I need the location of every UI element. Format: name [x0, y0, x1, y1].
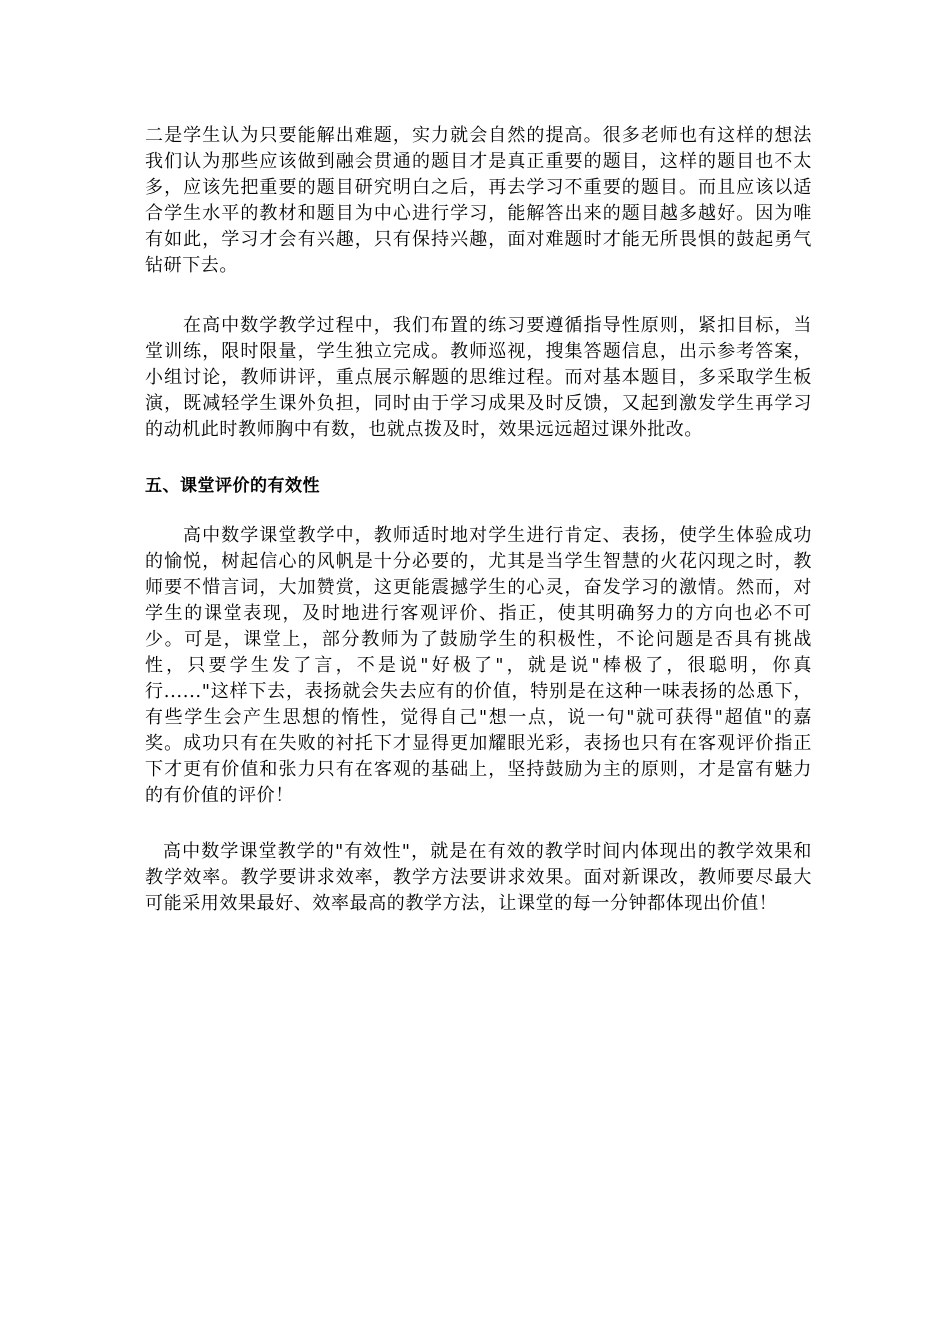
document-body [145, 123, 812, 917]
paragraph-classroom-evaluation: 高中数学课堂教学中，教师适时地对学生进行肯定、表扬，使学生体验成功的愉悦，树起信心的风帆是十分必要的，尤其是当学生智慧的火花闪现之时，教师要不惜言词，大加赞赏，这更能震撼学生的心灵，奋发学习的激情。然而，对学生的课堂表现，及时地进行客观评价、指正，使其明确努力的方向也必不可少。可是，课堂上，部分教师为了鼓励学生的积极性，不论问题是否具有挑战性，只要学生发了言，不是说"好极了"，就是说"棒极了，很聪明，你真行......"这样下去，表扬就会失去应有的价值，特别是在这种一味表扬的怂恿下，有些学生会产生思想的惰性，觉得自己"想一点，说一句"就可获得"超值"的嘉奖。成功只有在失败的衬托下才显得更加耀眼光彩，表扬也只有在客观评价指正下才更有价值和张力只有在客观的基础上，坚持鼓励为主的原则，才是富有魅力的有价值的评价！ [145, 525, 812, 806]
section-heading-evaluation: 五、课堂评价的有效性 [145, 476, 320, 496]
paragraph-effectiveness-conclusion: 高中数学课堂教学的"有效性"，就是在有效的教学时间内体现出的教学效果和教学效率。教学要讲求效率，教学方法要讲求效果。面对新课改，教师要尽最大可能采用效果最好、效率最高的教学方法，让课堂的每一分钟都体现出价值！ [145, 841, 812, 914]
paragraph-practice-principles: 在高中数学教学过程中，我们布置的练习要遵循指导性原则，紧扣目标，当堂训练，限时限量，学生独立完成。教师巡视，搜集答题信息，出示参考答案，小组讨论，教师讲评，重点展示解题的思维过程。而对基本题目，多采取学生板演，既减轻学生课外负担，同时由于学习成果及时反馈，又起到激发学生再学习的动机此时教师胸中有数，也就点拨及时，效果远远超过课外批改。 [145, 315, 812, 440]
paragraph-difficult-problems: 二是学生认为只要能解出难题，实力就会自然的提高。很多老师也有这样的想法我们认为那些应该做到融会贯通的题目才是真正重要的题目，这样的题目也不太多，应该先把重要的题目研究明白之后，再去学习不重要的题目。而且应该以适合学生水平的教材和题目为中心进行学习，能解答出来的题目越多越好。因为唯有如此，学习才会有兴趣，只有保持兴趣，面对难题时才能无所畏惧的鼓起勇气钻研下去。 [145, 125, 812, 276]
